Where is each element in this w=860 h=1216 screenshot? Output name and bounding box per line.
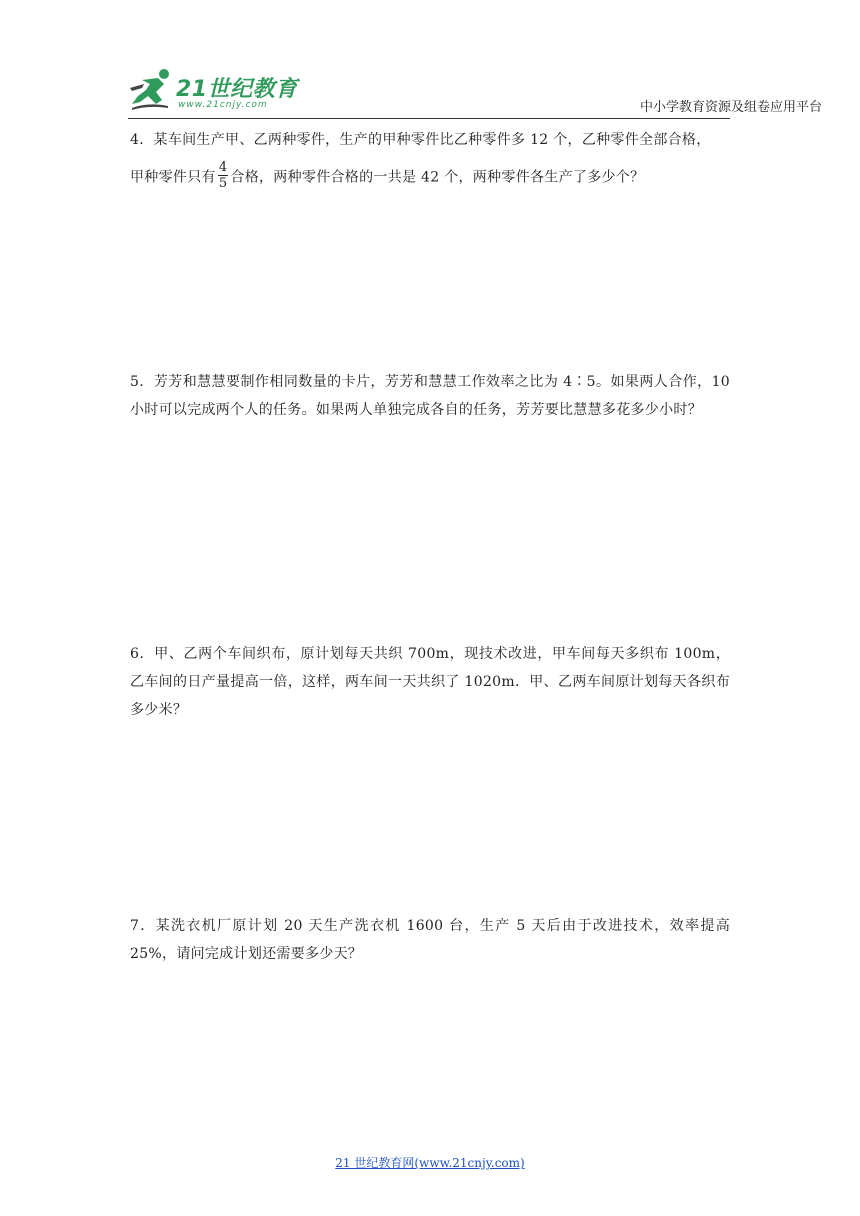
question-number: 7． [130, 918, 156, 934]
question-7 [130, 912, 730, 968]
platform-name: 中小学教育资源及组卷应用平台 [639, 100, 822, 115]
question-4-text-line1: 某车间生产甲、乙两种零件，生产的甲种零件比乙种零件多 12 个，乙种零件全部合格， [153, 132, 711, 148]
question-7-text: 某洗衣机厂原计划 20 天生产洗衣机 1600 台，生产 5 天后由于改进技术，效率提高 25%，请问完成计划还需要多少天？ [130, 918, 730, 962]
question-4-line2 [130, 162, 730, 193]
fraction [218, 160, 229, 191]
header-divider [128, 118, 730, 119]
question-4 [130, 126, 730, 193]
question-6-text: 甲、乙两个车间织布，原计划每天共织 700m，现技术改进，甲车间每天多织布 100m，乙车间的日产量提高一倍，这样，两车间一天共织了 1020m．甲、乙两车间原计划每天各织布多少米？ [130, 646, 730, 718]
fraction-denominator: 5 [218, 176, 228, 191]
question-7-paragraph [130, 912, 730, 968]
question-4-text-before: 甲种零件只有 [130, 169, 216, 186]
logo-url: www.21cnjy.com [178, 100, 268, 110]
runner-logo-icon [128, 66, 176, 114]
question-number: 4． [130, 132, 154, 148]
question-6 [130, 640, 730, 724]
question-number: 5． [130, 374, 154, 390]
logo [128, 66, 308, 116]
logo-text: 21世纪教育 [176, 77, 298, 102]
footer-site-link[interactable]: 21 世纪教育网(www.21cnjy.com) [335, 1156, 525, 1170]
fraction-numerator: 4 [218, 160, 228, 175]
question-6-paragraph [130, 640, 730, 724]
question-number: 6． [130, 646, 155, 662]
question-4-text-after: 合格，两种零件合格的一共是 42 个，两种零件各生产了多少个？ [230, 169, 645, 186]
question-5-paragraph [130, 368, 730, 424]
question-5 [130, 368, 730, 424]
question-5-text: 芳芳和慧慧要制作相同数量的卡片，芳芳和慧慧工作效率之比为 4∶5。如果两人合作，10 小时可以完成两个人的任务。如果两人单独完成各自的任务，芳芳要比慧慧多花多少小时？ [130, 374, 730, 418]
question-4-line1 [130, 126, 730, 154]
page-footer [0, 1154, 860, 1171]
page-header [0, 0, 860, 130]
